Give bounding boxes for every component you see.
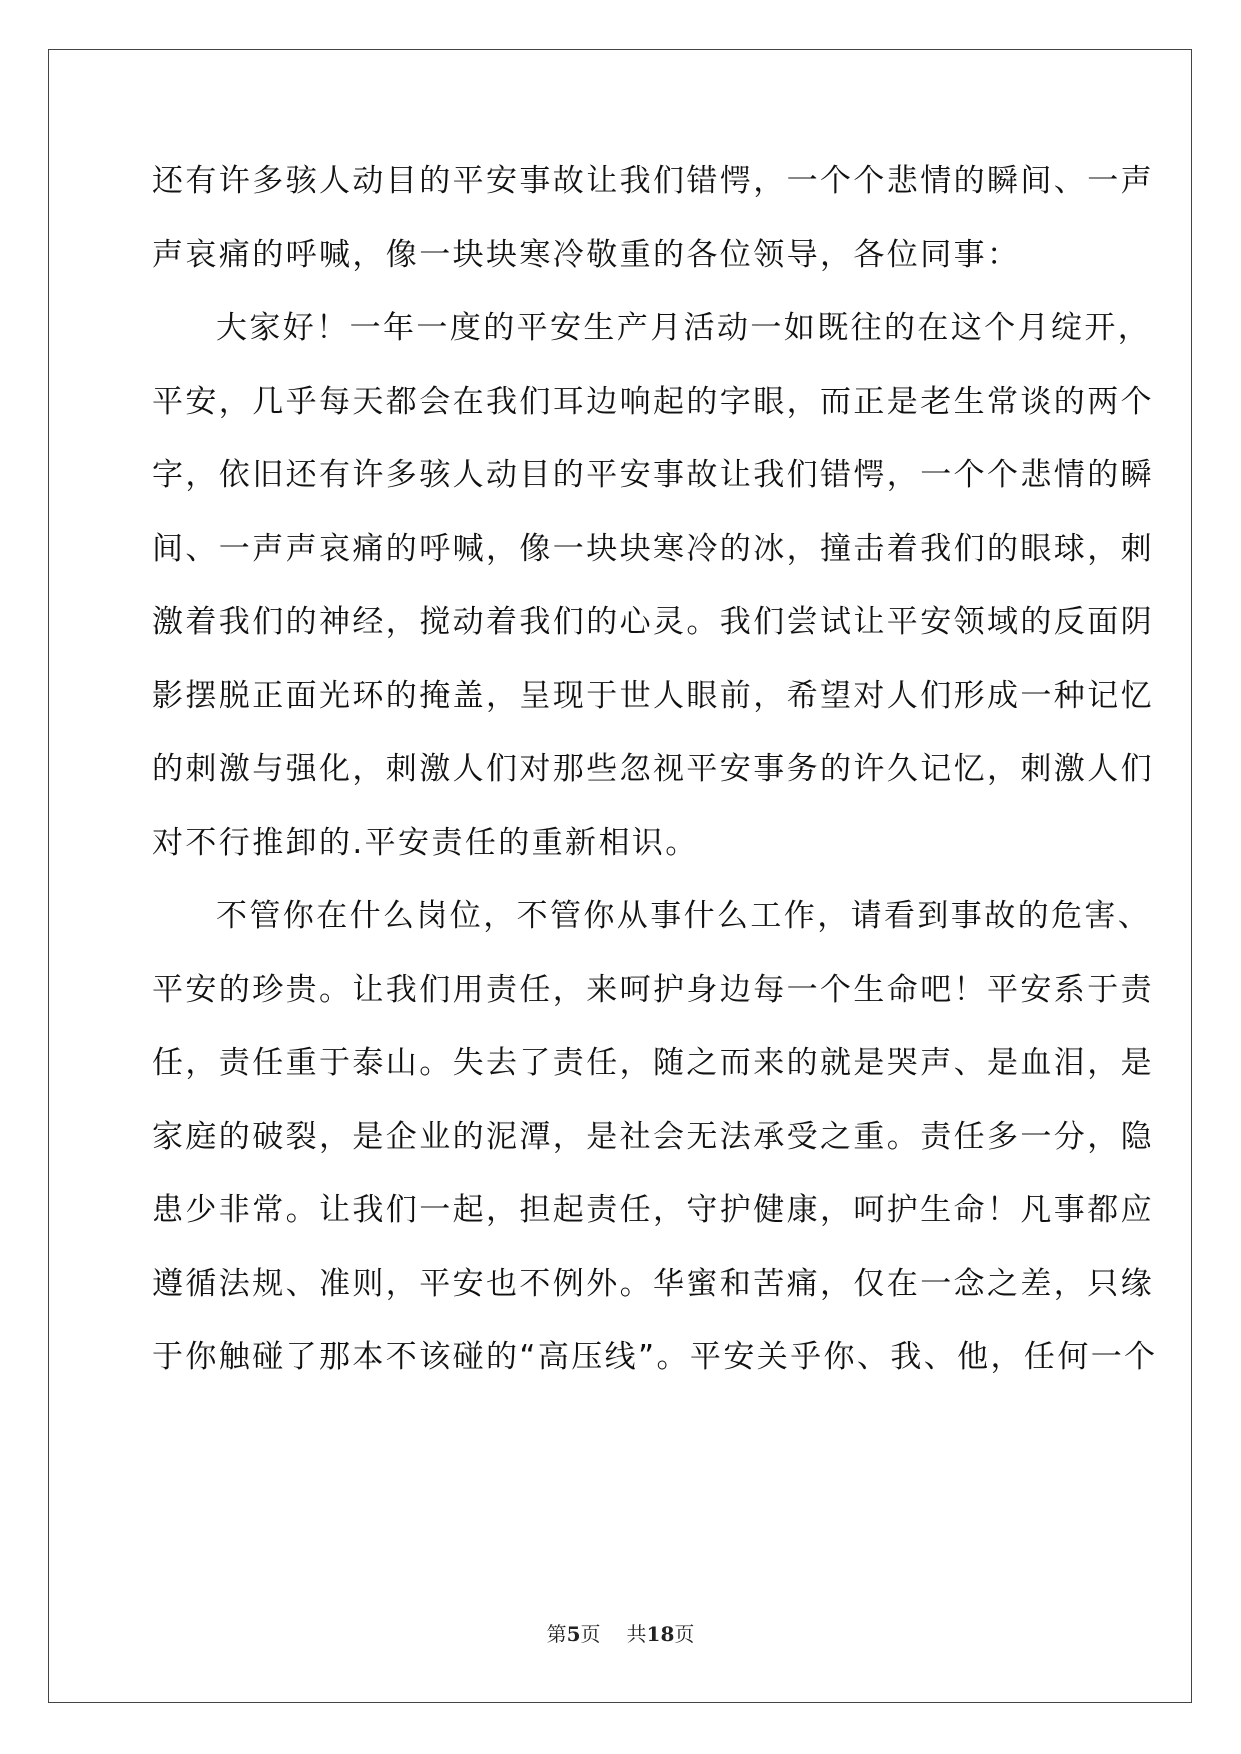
text-line: 于你触碰了那本不该碰的“高压线”。平安关乎你、我、他，任何一个 (152, 1339, 1158, 1375)
text-line: 间、一声声哀痛的呼喊，像一块块寒冷的冰，撞击着我们的眼球，刺 (152, 530, 1154, 567)
text-line: 不管你在什么岗位，不管你从事什么工作，请看到事故的危害、 (216, 898, 1152, 934)
page-footer (0, 1618, 1241, 1647)
text-line: 的刺激与强化，刺激人们对那些忽视平安事务的许久记忆，刺激人们 (152, 751, 1154, 787)
total-pages: 18 (646, 1622, 675, 1646)
text-line: 患少非常。让我们一起，担起责任，守护健康，呵护生命！凡事都应 (152, 1192, 1154, 1228)
text-line: 家庭的破裂，是企业的泥潭，是社会无法承受之重。责任多一分，隐 (152, 1118, 1154, 1155)
text-line: 对不行推卸的.平安责任的重新相识。 (152, 824, 699, 861)
page-number: 5 (566, 1622, 581, 1646)
total-prefix: 共 (626, 1622, 647, 1646)
page-suffix: 页 (580, 1622, 601, 1646)
text-line: 激着我们的神经，搅动着我们的心灵。我们尝试让平安领域的反面阴 (152, 604, 1154, 640)
text-line: 大家好！一年一度的平安生产月活动一如既往的在这个月绽开， (216, 310, 1152, 346)
text-line: 平安的珍贵。让我们用责任，来呵护身边每一个生命吧！平安系于责 (152, 971, 1154, 1008)
total-suffix: 页 (674, 1622, 695, 1646)
text-line: 任，责任重于泰山。失去了责任，随之而来的就是哭声、是血泪，是 (152, 1045, 1154, 1081)
text-line: 平安，几乎每天都会在我们耳边响起的字眼，而正是老生常谈的两个 (152, 383, 1154, 420)
page-prefix: 第 (546, 1622, 567, 1646)
body-text (152, 157, 1158, 1407)
text-line: 字，依旧还有许多骇人动目的平安事故让我们错愕，一个个悲情的瞬 (152, 457, 1154, 493)
text-line: 声哀痛的呼喊，像一块块寒冷敬重的各位领导，各位同事： (152, 236, 1021, 273)
text-line: 影摆脱正面光环的掩盖，呈现于世人眼前，希望对人们形成一种记忆 (152, 677, 1154, 714)
text-line: 遵循法规、准则，平安也不例外。华蜜和苦痛，仅在一念之差，只缘 (152, 1265, 1154, 1302)
text-line: 还有许多骇人动目的平安事故让我们错愕，一个个悲情的瞬间、一声 (152, 163, 1154, 199)
